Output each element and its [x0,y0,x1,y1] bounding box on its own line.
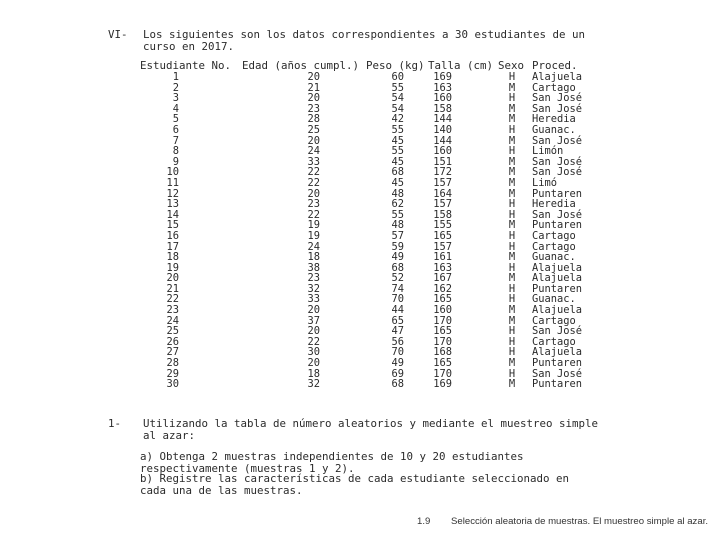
cell-student-no: 10 [166,166,179,179]
cell-origin: San José [532,102,583,115]
cell-student-no: 9 [172,155,179,168]
cell-height: 161 [433,251,452,264]
cell-height: 155 [433,219,452,232]
cell-student-no: 27 [166,346,179,359]
cell-height: 140 [433,123,452,136]
cell-student-no: 29 [166,367,179,380]
cell-sex: H [508,293,516,306]
cell-origin: Cartago [532,240,576,253]
table-row [140,220,600,231]
cell-sex: H [508,335,516,348]
table-row [140,83,600,94]
cell-weight: 55 [391,145,404,158]
cell-age: 19 [307,219,320,232]
cell-weight: 56 [391,335,404,348]
table-row [140,157,600,168]
table-row [140,242,600,253]
cell-weight: 74 [391,282,404,295]
cell-student-no: 11 [166,176,179,189]
cell-origin: Alajuela [532,261,583,274]
table-row [140,146,600,157]
student-data-table [140,60,600,390]
table-row [140,326,600,337]
cell-sex: M [508,272,516,285]
cell-sex: M [508,81,516,94]
footer-section-number: 1.9 [417,516,431,527]
cell-origin: Puntaren [532,219,583,232]
cell-height: 164 [433,187,452,200]
table-row [140,294,600,305]
table-row [140,136,600,147]
section-number: VI- [108,28,128,41]
cell-weight: 54 [391,92,404,105]
table-row [140,316,600,327]
cell-student-no: 5 [172,113,179,126]
cell-origin: Cartago [532,314,576,327]
cell-age: 23 [307,102,320,115]
cell-weight: 55 [391,123,404,136]
header-origin: Proced. [532,59,578,72]
cell-weight: 49 [391,357,404,370]
cell-height: 165 [433,293,452,306]
cell-weight: 60 [391,71,404,83]
cell-height: 151 [433,155,452,168]
cell-weight: 45 [391,155,404,168]
cell-sex: H [508,92,516,105]
cell-weight: 49 [391,251,404,264]
cell-sex: M [508,304,516,317]
table-row [140,305,600,316]
cell-age: 33 [307,155,320,168]
cell-origin: Limón [532,145,564,158]
cell-student-no: 13 [166,198,179,211]
cell-origin: Heredia [532,198,576,211]
cell-student-no: 3 [172,92,179,105]
table-row [140,284,600,295]
cell-age: 33 [307,293,320,306]
cell-age: 20 [307,304,320,317]
cell-student-no: 26 [166,335,179,348]
table-row [140,125,600,136]
cell-origin: San José [532,325,583,338]
cell-origin: San José [532,155,583,168]
cell-age: 20 [307,134,320,147]
table-row [140,379,600,390]
cell-height: 160 [433,145,452,158]
cell-sex: M [508,378,516,391]
cell-age: 18 [307,251,320,264]
cell-weight: 68 [391,166,404,179]
cell-height: 158 [433,208,452,221]
footer-caption: Selección aleatoria de muestras. El muestreo simple al azar. [451,516,709,527]
header-age: Edad (años cumpl.) [242,59,360,72]
cell-weight: 48 [391,219,404,232]
cell-height: 172 [433,166,452,179]
header-sex: Sexo [498,59,525,72]
cell-height: 163 [433,261,452,274]
cell-sex: H [508,229,516,242]
table-row [140,178,600,189]
header-height: Talla (cm) [428,59,494,72]
cell-student-no: 23 [166,304,179,317]
cell-height: 160 [433,92,452,105]
question-text: Utilizando la tabla de número aleatorios y mediante el muestreo simple al azar: [143,417,599,442]
table-row [140,358,600,369]
cell-student-no: 22 [166,293,179,306]
cell-age: 22 [307,176,320,189]
table-row [140,210,600,221]
cell-student-no: 6 [172,123,179,136]
table-row [140,104,600,115]
cell-weight: 42 [391,113,404,126]
cell-sex: H [508,208,516,221]
cell-age: 19 [307,229,320,242]
cell-weight: 54 [391,102,404,115]
cell-height: 165 [433,229,452,242]
section-intro: Los siguientes son los datos correspondientes a 30 estudiantes de un curso en 2017. [143,28,586,53]
cell-sex: H [508,198,516,211]
cell-height: 169 [433,71,452,83]
cell-sex: M [508,187,516,200]
cell-age: 22 [307,208,320,221]
table-row [140,369,600,380]
cell-origin: Cartago [532,229,576,242]
cell-origin: Guanac. [532,293,576,306]
cell-age: 38 [307,261,320,274]
cell-age: 24 [307,240,320,253]
cell-origin: Alajuela [532,346,583,359]
cell-weight: 55 [391,208,404,221]
cell-height: 157 [433,176,452,189]
cell-age: 23 [307,198,320,211]
cell-origin: Alajuela [532,304,583,317]
cell-height: 165 [433,357,452,370]
cell-height: 163 [433,81,452,94]
cell-origin: Puntaren [532,357,583,370]
cell-weight: 45 [391,176,404,189]
cell-origin: Puntaren [532,282,583,295]
cell-sex: M [508,219,516,232]
cell-age: 20 [307,71,320,83]
cell-height: 170 [433,314,452,327]
cell-height: 165 [433,325,452,338]
cell-origin: Puntaren [532,378,583,391]
cell-origin: Alajuela [532,71,583,83]
cell-age: 22 [307,166,320,179]
cell-age: 21 [307,81,320,94]
cell-student-no: 20 [166,272,179,285]
table-row [140,347,600,358]
table-row [140,114,600,125]
cell-weight: 68 [391,261,404,274]
cell-weight: 70 [391,293,404,306]
cell-height: 160 [433,304,452,317]
table-row [140,252,600,263]
question-number: 1- [108,417,122,430]
cell-height: 168 [433,346,452,359]
cell-origin: Limó [532,176,558,189]
cell-weight: 59 [391,240,404,253]
cell-sex: M [508,166,516,179]
cell-sex: M [508,155,516,168]
cell-student-no: 15 [166,219,179,232]
cell-weight: 47 [391,325,404,338]
cell-student-no: 16 [166,229,179,242]
cell-age: 32 [307,378,320,391]
cell-height: 162 [433,282,452,295]
cell-origin: San José [532,134,583,147]
cell-origin: Puntaren [532,187,583,200]
cell-sex: H [508,282,516,295]
cell-student-no: 30 [166,378,179,391]
table-row [140,93,600,104]
cell-height: 167 [433,272,452,285]
cell-sex: H [508,71,516,83]
cell-sex: M [508,314,516,327]
cell-height: 144 [433,113,452,126]
cell-sex: H [508,346,516,359]
cell-sex: M [508,134,516,147]
cell-age: 24 [307,145,320,158]
cell-height: 158 [433,102,452,115]
cell-height: 169 [433,378,452,391]
cell-origin: San José [532,92,583,105]
cell-student-no: 12 [166,187,179,200]
table-row [140,231,600,242]
cell-weight: 70 [391,346,404,359]
cell-age: 30 [307,346,320,359]
cell-sex: M [508,176,516,189]
cell-age: 20 [307,325,320,338]
table-row [140,263,600,274]
table-row [140,199,600,210]
cell-age: 20 [307,357,320,370]
cell-sex: H [508,367,516,380]
cell-sex: H [508,325,516,338]
cell-height: 157 [433,240,452,253]
table-row [140,273,600,284]
cell-height: 157 [433,198,452,211]
table-header-row [140,60,600,72]
cell-height: 170 [433,335,452,348]
cell-weight: 57 [391,229,404,242]
cell-weight: 45 [391,134,404,147]
cell-student-no: 4 [172,102,179,115]
cell-height: 144 [433,134,452,147]
cell-age: 20 [307,187,320,200]
cell-student-no: 1 [172,71,179,83]
table-row [140,337,600,348]
cell-weight: 68 [391,378,404,391]
cell-weight: 62 [391,198,404,211]
cell-origin: San José [532,208,583,221]
cell-weight: 55 [391,81,404,94]
cell-origin: San José [532,367,583,380]
question-item-b: b) Registre las características de cada estudiante seleccionado en cada una de las muestras. [140,472,570,497]
cell-student-no: 28 [166,357,179,370]
table-row [140,189,600,200]
cell-weight: 48 [391,187,404,200]
cell-age: 37 [307,314,320,327]
cell-age: 23 [307,272,320,285]
cell-origin: Guanac. [532,123,576,136]
cell-sex: H [508,123,516,136]
cell-student-no: 19 [166,261,179,274]
table-body [140,72,600,390]
cell-sex: H [508,145,516,158]
cell-age: 25 [307,123,320,136]
cell-student-no: 2 [172,81,179,94]
cell-origin: Heredia [532,113,576,126]
table-row [140,167,600,178]
table-row [140,72,600,83]
cell-origin: Guanac. [532,251,576,264]
question-item-a: a) Obtenga 2 muestras independientes de 10 y 20 estudiantes respectivamente (muestras 1 y 2). [140,450,524,475]
cell-age: 22 [307,335,320,348]
cell-sex: M [508,251,516,264]
cell-weight: 69 [391,367,404,380]
cell-student-no: 7 [172,134,179,147]
cell-origin: Cartago [532,81,576,94]
cell-age: 20 [307,92,320,105]
header-student: Estudiante No. [140,59,232,72]
cell-sex: M [508,357,516,370]
cell-age: 18 [307,367,320,380]
cell-origin: Cartago [532,335,576,348]
cell-student-no: 25 [166,325,179,338]
cell-student-no: 14 [166,208,179,221]
cell-student-no: 17 [166,240,179,253]
cell-student-no: 8 [172,145,179,158]
cell-student-no: 24 [166,314,179,327]
cell-age: 32 [307,282,320,295]
cell-origin: San José [532,166,583,179]
cell-sex: H [508,240,516,253]
cell-height: 170 [433,367,452,380]
cell-sex: M [508,113,516,126]
cell-origin: Alajuela [532,272,583,285]
cell-sex: H [508,261,516,274]
cell-age: 28 [307,113,320,126]
header-weight: Peso (kg) [366,59,425,72]
cell-weight: 44 [391,304,404,317]
cell-weight: 65 [391,314,404,327]
cell-weight: 52 [391,272,404,285]
cell-student-no: 18 [166,251,179,264]
cell-student-no: 21 [166,282,179,295]
cell-sex: M [508,102,516,115]
